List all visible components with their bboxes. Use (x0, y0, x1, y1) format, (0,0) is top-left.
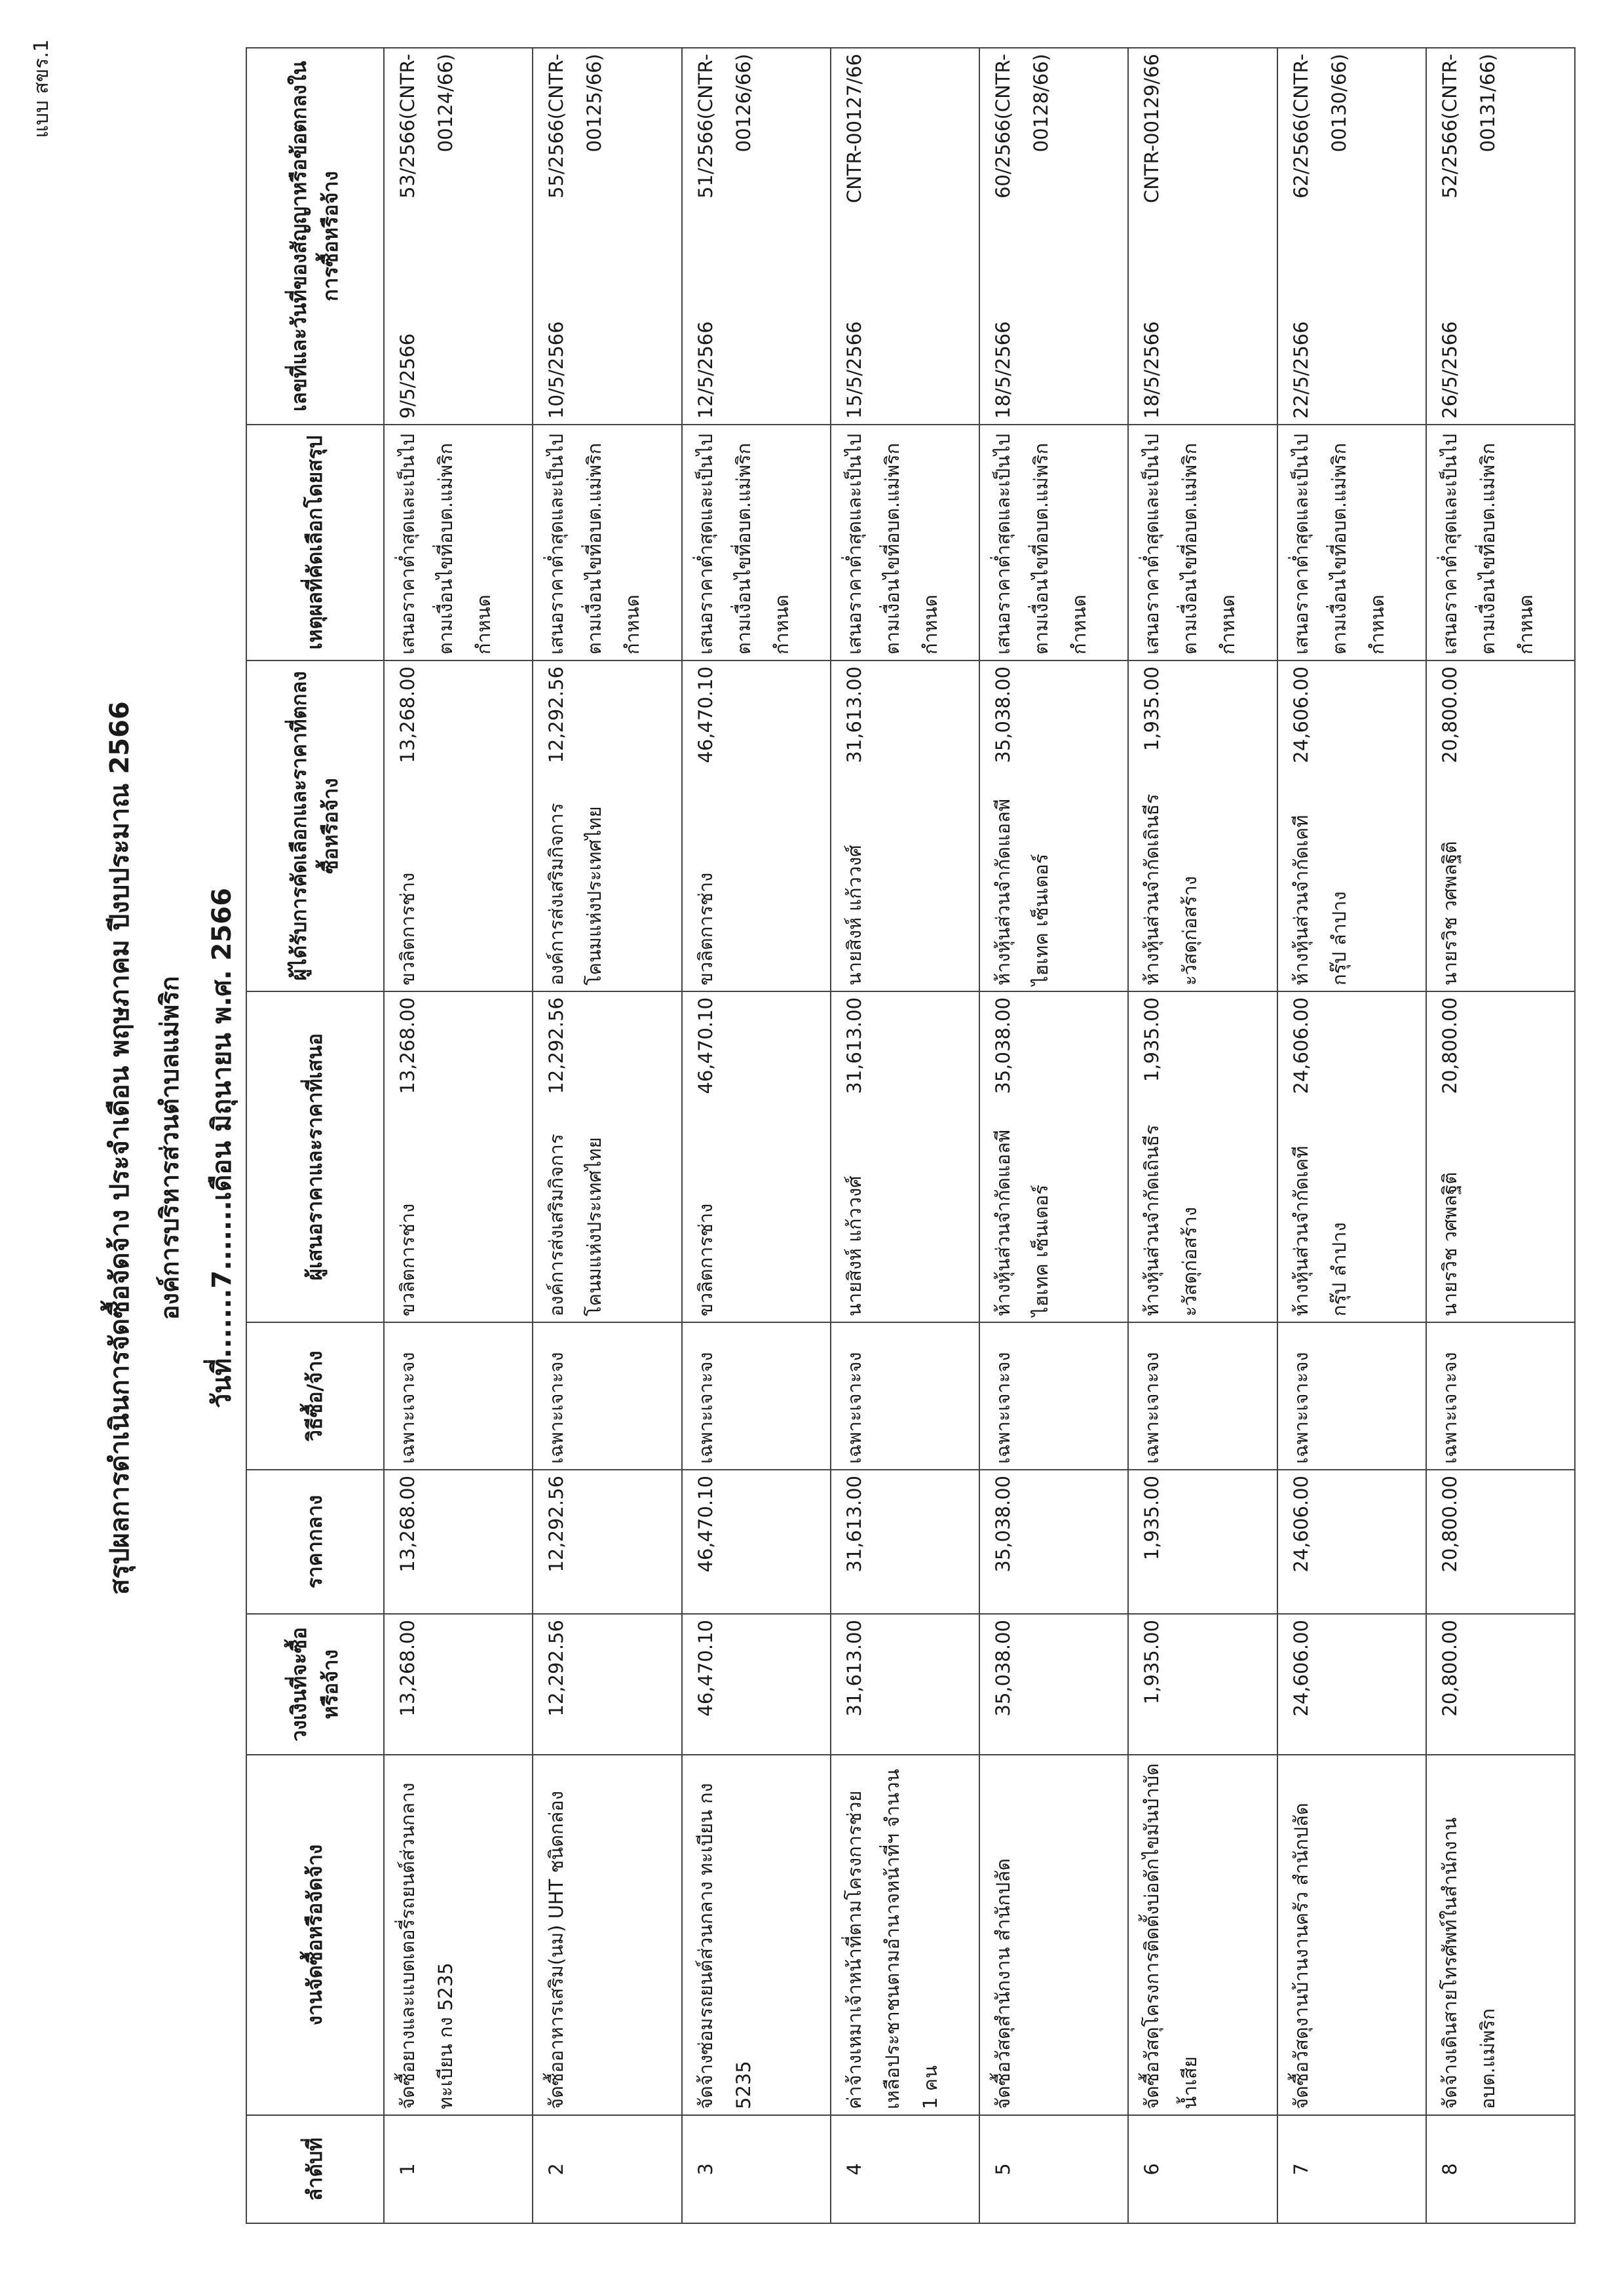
bid-price: 12,292.56 (545, 997, 568, 1094)
cell-winner (384, 660, 533, 991)
cell-reason: เสนอราคาต่ำสุดและเป็นไปตามเงื่อนไขที่อบต.แม่พริกกำหนด (384, 425, 533, 660)
header-median-price: ราคากลาง (246, 1470, 384, 1614)
cell-budget: 12,292.56 (533, 1614, 681, 1755)
cell-method: เฉพาะเจาะจง (1128, 1322, 1277, 1470)
cell-item: จัดจ้างซ่อมรถยนต์ส่วนกลาง ทะเบียน กง 5235 (682, 1755, 831, 2115)
cell-item: จัดซื้ออาหารเสริม(นม) UHT ชนิดกล่อง (533, 1755, 681, 2115)
winner-name: ขวลิตการช่าง (694, 872, 717, 985)
cell-method: เฉพาะเจาะจง (1277, 1322, 1426, 1470)
cell-method: เฉพาะเจาะจง (384, 1322, 533, 1470)
cell-winner (1426, 660, 1575, 991)
cell-no: 5 (979, 2115, 1128, 2223)
table-row (1277, 48, 1426, 2223)
bidder-name: ห้างหุ้นส่วนจำกัดเถินธีระวัสดุก่อสร้าง (1141, 1124, 1201, 1316)
cell-winner (979, 660, 1128, 991)
contract-number: 53/2566(CNTR-00124/66) (396, 54, 457, 199)
cell-contract (1426, 48, 1575, 425)
cell-no: 2 (533, 2115, 681, 2223)
winner-name: ห้างหุ้นส่วนจำกัดเคทีกรุ๊ป ลำปาง (1289, 814, 1350, 985)
cell-no: 6 (1128, 2115, 1277, 2223)
bid-price: 24,606.00 (1289, 997, 1312, 1094)
cell-reason: เสนอราคาต่ำสุดและเป็นไปตามเงื่อนไขที่อบต.แม่พริกกำหนด (533, 425, 681, 660)
cell-contract (979, 48, 1128, 425)
cell-bidder (533, 991, 681, 1322)
win-price: 24,606.00 (1289, 666, 1312, 763)
contract-number: CNTR-00129/66 (1141, 54, 1163, 204)
bid-price: 13,268.00 (396, 997, 419, 1094)
contract-date: 9/5/2566 (396, 333, 419, 419)
table-header-row (246, 48, 384, 2223)
cell-no: 7 (1277, 2115, 1426, 2223)
cell-reason: เสนอราคาต่ำสุดและเป็นไปตามเงื่อนไขที่อบต.แม่พริกกำหนด (1426, 425, 1575, 660)
cell-winner (831, 660, 979, 991)
contract-number: 52/2566(CNTR-00131/66) (1438, 54, 1499, 199)
bidder-name: ขวลิตการช่าง (396, 1203, 419, 1316)
contract-date: 26/5/2566 (1438, 321, 1461, 419)
cell-median-price: 31,613.00 (831, 1470, 979, 1614)
header-no: ลำดับที่ (246, 2115, 384, 2223)
cell-contract (831, 48, 979, 425)
cell-median-price: 46,470.10 (682, 1470, 831, 1614)
contract-number: 55/2566(CNTR-00125/66) (545, 54, 606, 199)
bidder-name: ห้างหุ้นส่วนจำกัดแอลพี ไฮเทค เซ็นเตอร์ (992, 1130, 1052, 1316)
cell-contract (682, 48, 831, 425)
contract-date: 18/5/2566 (992, 321, 1014, 419)
cell-item: จัดซื้อวัสดุงานบ้านงานครัว สำนักปลัด (1277, 1755, 1426, 2115)
cell-reason: เสนอราคาต่ำสุดและเป็นไปตามเงื่อนไขที่อบต.แม่พริกกำหนด (831, 425, 979, 660)
header-method: วิธีซื้อ/จ้าง (246, 1322, 384, 1470)
cell-budget: 46,470.10 (682, 1614, 831, 1755)
contract-date: 22/5/2566 (1289, 321, 1312, 419)
winner-name: องค์การส่งเสริมกิจการโคนมแห่งประเทศไทย (545, 803, 606, 985)
cell-bidder (682, 991, 831, 1322)
cell-bidder (384, 991, 533, 1322)
table-row (1426, 48, 1575, 2223)
cell-bidder (1128, 991, 1277, 1322)
table-row (979, 48, 1128, 2223)
cell-reason: เสนอราคาต่ำสุดและเป็นไปตามเงื่อนไขที่อบต.แม่พริกกำหนด (1128, 425, 1277, 660)
cell-median-price: 12,292.56 (533, 1470, 681, 1614)
header-contract: เลขที่และวันที่ของสัญญาหรือข้อตกลงในการซื้อหรือจ้าง (246, 48, 384, 425)
cell-median-price: 35,038.00 (979, 1470, 1128, 1614)
cell-item: จัดซื้อวัสดุสำนักงาน สำนักปลัด (979, 1755, 1128, 2115)
winner-name: นายสิงห์ แก้ววงศ์ (842, 845, 865, 985)
win-price: 35,038.00 (992, 666, 1014, 763)
cell-budget: 31,613.00 (831, 1614, 979, 1755)
contract-number: 62/2566(CNTR-00130/66) (1289, 54, 1350, 199)
cell-reason: เสนอราคาต่ำสุดและเป็นไปตามเงื่อนไขที่อบต.แม่พริกกำหนด (1277, 425, 1426, 660)
table-row (1128, 48, 1277, 2223)
cell-item: ค่าจ้างเหมาเจ้าหน้าที่ตามโครงการช่วยเหลือประชาชนตามอำนาจหน้าที่ฯ จำนวน 1 คน (831, 1755, 979, 2115)
cell-no: 3 (682, 2115, 831, 2223)
bid-price: 20,800.00 (1438, 997, 1461, 1094)
cell-budget: 35,038.00 (979, 1614, 1128, 1755)
cell-winner (1277, 660, 1426, 991)
bidder-name: นายรวิช วศพลฐิติ (1438, 1172, 1461, 1316)
bidder-name: ขวลิตการช่าง (694, 1203, 717, 1316)
header-item: งานจัดซื้อหรือจัดจ้าง (246, 1755, 384, 2115)
win-price: 13,268.00 (396, 666, 419, 763)
bid-price: 35,038.00 (992, 997, 1014, 1094)
cell-method: เฉพาะเจาะจง (1426, 1322, 1575, 1470)
cell-median-price: 20,800.00 (1426, 1470, 1575, 1614)
cell-median-price: 24,606.00 (1277, 1470, 1426, 1614)
bid-price: 46,470.10 (694, 997, 717, 1094)
cell-budget: 24,606.00 (1277, 1614, 1426, 1755)
bidder-name: องค์การส่งเสริมกิจการโคนมแห่งประเทศไทย (545, 1134, 606, 1316)
cell-median-price: 13,268.00 (384, 1470, 533, 1614)
cell-no: 8 (1426, 2115, 1575, 2223)
winner-name: ห้างหุ้นส่วนจำกัดแอลพี ไฮเทค เซ็นเตอร์ (992, 799, 1052, 985)
header-winner: ผู้ได้รับการคัดเลือกและราคาที่ตกลงซื้อหรือจ้าง (246, 660, 384, 991)
cell-contract (1128, 48, 1277, 425)
bid-price: 1,935.00 (1141, 997, 1163, 1082)
table-row (682, 48, 831, 2223)
cell-winner (682, 660, 831, 991)
win-price: 12,292.56 (545, 666, 568, 763)
contract-number: CNTR-00127/66 (842, 54, 865, 204)
cell-item: จัดซื้อยางและแบตเตอรี่รถยนต์ส่วนกลาง ทะเบียน กง 5235 (384, 1755, 533, 2115)
bid-price: 31,613.00 (842, 997, 865, 1094)
win-price: 1,935.00 (1141, 666, 1163, 752)
contract-date: 18/5/2566 (1141, 321, 1163, 419)
cell-item: จัดซื้อวัสดุโครงการติดตั้งบ่อดักไขมันบำบัดน้ำเสีย (1128, 1755, 1277, 2115)
cell-method: เฉพาะเจาะจง (682, 1322, 831, 1470)
cell-winner (533, 660, 681, 991)
cell-median-price: 1,935.00 (1128, 1470, 1277, 1614)
bidder-name: ห้างหุ้นส่วนจำกัดเคทีกรุ๊ป ลำปาง (1289, 1145, 1350, 1316)
header-reason: เหตุผลที่คัดเลือกโดยสรุป (246, 425, 384, 660)
form-code: แบบ สขร.1 (30, 39, 53, 138)
cell-no: 4 (831, 2115, 979, 2223)
bidder-name: นายสิงห์ แก้ววงศ์ (842, 1176, 865, 1316)
cell-budget: 20,800.00 (1426, 1614, 1575, 1755)
win-price: 46,470.10 (694, 666, 717, 763)
win-price: 31,613.00 (842, 666, 865, 763)
cell-reason: เสนอราคาต่ำสุดและเป็นไปตามเงื่อนไขที่อบต.แม่พริกกำหนด (682, 425, 831, 660)
contract-date: 10/5/2566 (545, 321, 568, 419)
cell-budget: 1,935.00 (1128, 1614, 1277, 1755)
cell-contract (533, 48, 681, 425)
cell-method: เฉพาะเจาะจง (533, 1322, 681, 1470)
cell-budget: 13,268.00 (384, 1614, 533, 1755)
winner-name: นายรวิช วศพลฐิติ (1438, 841, 1461, 985)
cell-bidder (1426, 991, 1575, 1322)
cell-contract (1277, 48, 1426, 425)
cell-item: จัดจ้างเดินสายโทรศัพท์ในสำนักงาน อบต.แม่พริก (1426, 1755, 1575, 2115)
procurement-table (246, 47, 1576, 2224)
cell-method: เฉพาะเจาะจง (831, 1322, 979, 1470)
contract-date: 15/5/2566 (842, 321, 865, 419)
table-row (384, 48, 533, 2223)
table-row (533, 48, 681, 2223)
cell-reason: เสนอราคาต่ำสุดและเป็นไปตามเงื่อนไขที่อบต.แม่พริกกำหนด (979, 425, 1128, 660)
cell-bidder (831, 991, 979, 1322)
contract-number: 51/2566(CNTR-00126/66) (694, 54, 755, 199)
winner-name: ขวลิตการช่าง (396, 872, 419, 985)
header-budget: วงเงินที่จะซื้อหรือจ้าง (246, 1614, 384, 1755)
win-price: 20,800.00 (1438, 666, 1461, 763)
cell-no: 1 (384, 2115, 533, 2223)
organization-name: องค์การบริหารส่วนตำบลแม่พริก (155, 976, 184, 1320)
table-row (831, 48, 979, 2223)
winner-name: ห้างหุ้นส่วนจำกัดเถินธีระวัสดุก่อสร้าง (1141, 794, 1201, 985)
cell-contract (384, 48, 533, 425)
contract-date: 12/5/2566 (694, 321, 717, 419)
cell-winner (1128, 660, 1277, 991)
contract-number: 60/2566(CNTR-00128/66) (992, 54, 1052, 199)
document-title: สรุปผลการดำเนินการจัดซื้อจัดจ้าง ประจำเดือน พฤษภาคม ปีงบประมาณ 2566 (105, 701, 135, 1595)
cell-bidder (979, 991, 1128, 1322)
date-line: วันที่.......7.......เดือน มิถุนายน พ.ศ. 2566 (207, 887, 237, 1409)
cell-method: เฉพาะเจาะจง (979, 1322, 1128, 1470)
header-bidders: ผู้เสนอราคาและราคาที่เสนอ (246, 991, 384, 1322)
cell-bidder (1277, 991, 1426, 1322)
